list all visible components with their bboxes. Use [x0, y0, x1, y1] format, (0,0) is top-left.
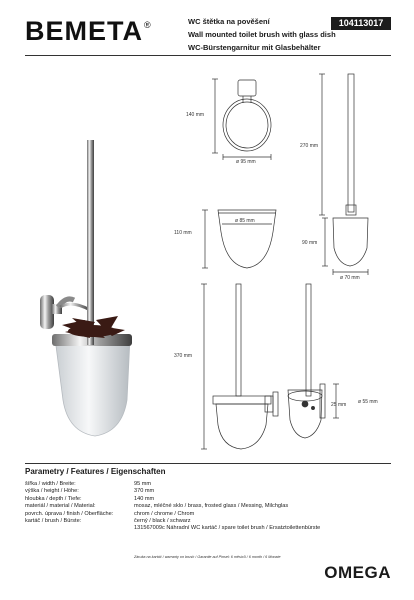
title-cz: WC štětka na pověšení: [188, 17, 270, 26]
param-value: černý / black / schwarz: [134, 518, 191, 525]
glass-dish: [55, 338, 130, 436]
param-value: mosaz, mléčné sklo / brass, frosted glass / Messing, Milchglas: [134, 503, 289, 510]
title-de: WC-Bürstengarnitur mit Glasbehälter: [188, 43, 321, 52]
dim-holder-diameter: ø 95 mm: [236, 159, 256, 165]
param-value: 131567009c Náhradní WC kartáč / spare toilet brush / Ersatztoilettenbürste: [134, 525, 321, 532]
dim-glass-height: 110 mm: [174, 230, 192, 236]
dim-brush-handle: 270 mm: [300, 143, 319, 149]
param-label: šířka / width / Breite:: [25, 481, 76, 487]
dim-brush-head-height: 90 mm: [302, 240, 318, 246]
section-divider: [25, 463, 391, 464]
wall-rosette: [40, 295, 54, 329]
param-value: chrom / chrome / Chrom: [134, 510, 195, 517]
holder-front-drawing: [212, 79, 271, 160]
side-profile-drawing: [288, 284, 339, 438]
dim-glass-diameter: ø 85 mm: [235, 218, 255, 224]
warranty-note: Záruka na kartáč / warranty on brush / Garantie auf Pinsel: 6 měsíců / 6 month / 6 Monate: [134, 555, 281, 559]
side-view-drawing: [201, 284, 278, 449]
param-label: povrch. úprava / finish / Oberfläche:: [25, 510, 114, 517]
param-value: 140 mm: [134, 495, 155, 502]
param-row: [25, 511, 320, 518]
param-row: [25, 496, 320, 503]
product-photo: [40, 140, 132, 436]
param-label: [25, 525, 134, 532]
param-row: [25, 518, 320, 525]
dim-brush-head-diameter: ø 70 mm: [340, 275, 360, 281]
dim-holder-height: 140 mm: [186, 112, 205, 118]
parameters-title: Parametry / Features / Eigenschaften: [25, 467, 166, 476]
registered-mark: ®: [144, 20, 152, 30]
param-value: 95 mm: [134, 481, 152, 487]
title-en: Wall mounted toilet brush with glass dish: [188, 30, 336, 39]
product-name: OMEGA: [324, 563, 391, 582]
product-code: 104113017: [331, 17, 391, 30]
param-value: 370 mm: [134, 488, 155, 495]
param-label: výška / height / Höhe:: [25, 488, 79, 495]
dim-total-height: 370 mm: [174, 353, 193, 359]
brush-drawing: [319, 74, 368, 275]
param-row: [25, 503, 320, 510]
dim-rosette-diameter: ø 55 mm: [358, 399, 378, 405]
param-label: kartáč / brush / Bürste:: [25, 518, 82, 525]
brush-handle: [87, 140, 94, 345]
param-label: materiál / material / Material:: [25, 503, 96, 510]
param-row: [25, 481, 320, 488]
param-row: [25, 525, 320, 532]
brand-name: BEMETA: [25, 16, 143, 46]
parameters-table: [25, 481, 320, 533]
param-label: hloubka / depth / Tiefe:: [25, 495, 82, 502]
param-row: [25, 488, 320, 495]
dim-rosette-depth: 25 mm: [331, 402, 347, 408]
